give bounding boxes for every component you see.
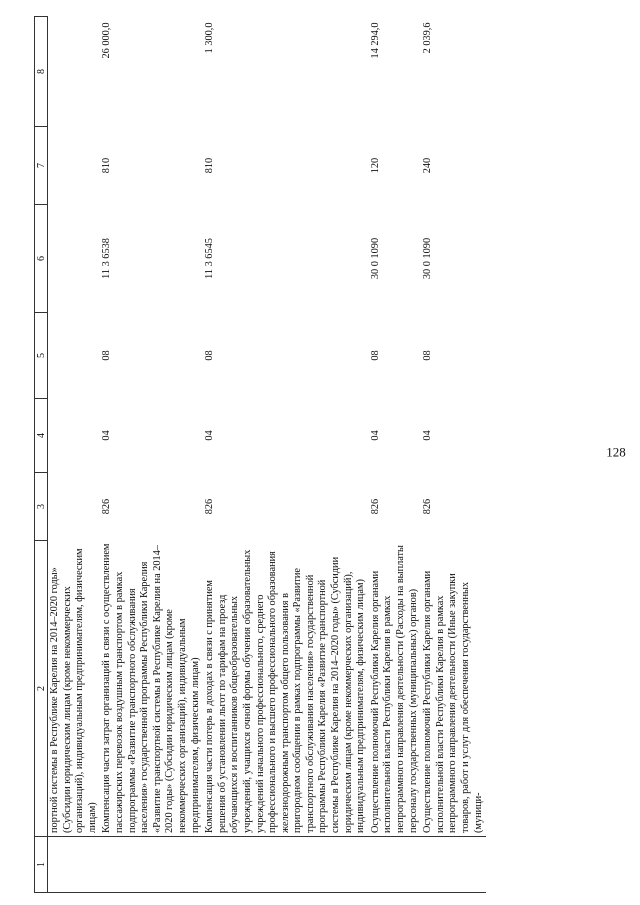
row-amount: 2 039,6	[422, 22, 434, 54]
row-section-code: 04	[369, 430, 381, 441]
row-subsection-code: 08	[101, 350, 113, 361]
row-ministry-code: 826	[369, 498, 381, 515]
header-row	[35, 17, 48, 893]
row-section-code: 04	[101, 430, 113, 441]
row-description: Осуществление полномочий Республики Карелия органами исполнительной власти Республики Карелия в рамках непрограммного направления деятельности (Иные закупки товаров, работ и услуг для обеспечения государственных (муници-	[422, 570, 484, 833]
table-row	[421, 17, 486, 893]
row-expense-type: 810	[204, 157, 216, 174]
col-header-6: 6	[35, 205, 48, 313]
row-expense-type: 810	[101, 157, 113, 174]
row-amount: 14 294,0	[369, 22, 381, 59]
row-amount	[48, 17, 101, 127]
row-expense-type: 120	[369, 157, 381, 174]
row-ministry-code: 826	[204, 498, 216, 515]
row-subsection-code	[48, 313, 101, 399]
col-header-5: 5	[35, 313, 48, 399]
row-index-cell	[369, 837, 421, 893]
col-header-7: 7	[35, 127, 48, 205]
page-number-wrap	[608, 0, 624, 905]
row-description: портной системы в Республике Карелия на 2014–2020 годы» (Субсидии юридическим лицам (кроме некоммерческих организаций), индивидуальным предпринимателям, физическим лицам)	[49, 548, 98, 833]
row-index-cell	[48, 837, 101, 893]
col-header-1: 1	[35, 837, 48, 893]
col-header-2: 2	[35, 541, 48, 837]
col-header-8: 8	[35, 17, 48, 127]
row-expense-type	[48, 127, 101, 205]
row-description: Компенсация части затрат организаций в связи с осуществлением пассажирских перевозок воздушным транспортом в рамках подпрограммы «Развитие транспортного обслуживания населения» государственной программы Республики Карелия «Развитие транспортной системы в Республике Карелия на 2014–2020 годы» (Субсидии юридическим лицам (кроме некоммерческих организаций), индивидуальным предпринимателям, физическим лицам)	[101, 543, 201, 833]
budget-table	[34, 16, 486, 893]
row-index-cell	[203, 837, 369, 893]
row-amount: 1 300,0	[204, 22, 216, 54]
row-description: Осуществление полномочий Республики Карелия органами исполнительной власти Республики Карелия в рамках непрограммного направления деятельности (Расходы на выплаты персоналу государственных (муниципальных) органов)	[369, 545, 419, 833]
page-number: 128	[606, 444, 626, 460]
row-expense-type: 240	[422, 157, 434, 174]
row-ministry-code	[48, 473, 101, 541]
row-section-code: 04	[204, 430, 216, 441]
row-subsection-code: 08	[204, 350, 216, 361]
table-row	[369, 17, 421, 893]
table-row	[203, 17, 369, 893]
row-section-code	[48, 399, 101, 473]
table-row	[48, 17, 101, 893]
table-row	[100, 17, 203, 893]
row-index-cell	[100, 837, 203, 893]
row-target-code: 11 3 6538	[101, 238, 113, 279]
row-target-code: 11 3 6545	[204, 238, 216, 279]
row-section-code: 04	[422, 430, 434, 441]
row-ministry-code: 826	[101, 498, 113, 515]
row-amount: 26 000,0	[101, 22, 113, 59]
col-header-4: 4	[35, 399, 48, 473]
row-description: Компенсация части потерь в доходах в связи с принятием решения об установлении льгот по тарифам на проезд обучающихся и воспитанников общеобразовательных учреждений, учащихся очной формы обучения образовательных учреждений начального профессионального, среднего профессионального и высшего профессионального образования железнодорожным транспортом общего пользования в пригородном сообщении в рамках подпрограммы «Развитие транспортного обслуживания населения» государственной программы Республики Карелия «Развитие транспортной системы в Республике Карелия на 2014–2020 годы» (Субсидии юридическим лицам (кроме некоммерческих организаций), индивидуальным предпринимателям, физическим лицам)	[204, 549, 367, 833]
row-ministry-code: 826	[422, 498, 434, 515]
row-index-cell	[421, 837, 486, 893]
row-target-code	[48, 205, 101, 313]
col-header-3: 3	[35, 473, 48, 541]
row-target-code: 30 0 1090	[422, 237, 434, 280]
row-subsection-code: 08	[422, 350, 434, 361]
row-subsection-code: 08	[369, 350, 381, 361]
row-target-code: 30 0 1090	[369, 237, 381, 280]
